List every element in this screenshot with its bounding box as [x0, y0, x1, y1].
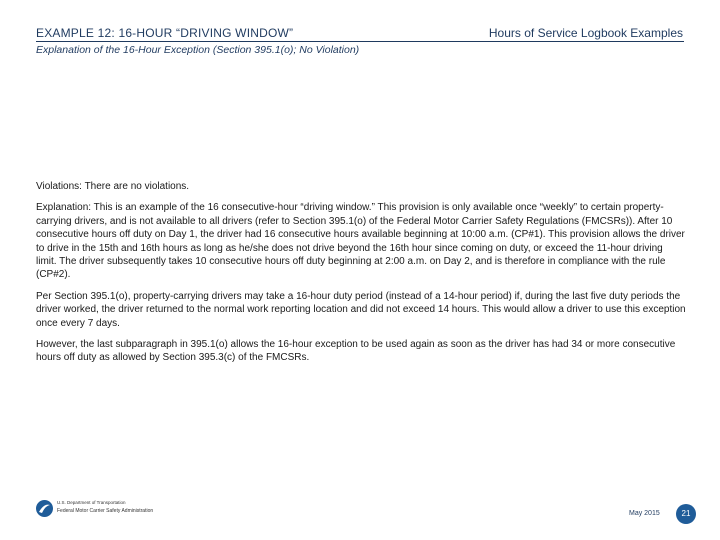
- explanation-label: Explanation:: [36, 202, 92, 214]
- page-number-badge: 21: [676, 504, 696, 524]
- section-paragraph: Per Section 395.1(o), property-carrying drivers may take a 16-hour duty period (instead of a 14-hour period) if, during the last five duty periods the driver worked, the driver returned to the normal work reporting location and did not exceed 14 hours. This would allow a driver to use this exception once every 7 days.: [36, 290, 686, 329]
- content-body: [36, 180, 686, 373]
- violations-paragraph: [36, 180, 686, 193]
- explanation-paragraph: [36, 201, 686, 281]
- explanation-text: This is an example of the 16 consecutive-hour “driving window.” This provision is only available once “weekly” to certain property- carrying drivers, and is not available to all drivers (refer to Section 395.1(o) of the Federal Motor Carrier Safety Regulations (FMCSRs)). After 10 consecutive hours off duty on Day 1, the driver had 16 consecutive hours available beginning at 10:00 a.m. (CP#1). This provision allows the driver to drive in the 15th and 16th hours as long as he/she does not drive beyond the 16th hour since coming on duty, or exceed the 11-hour driving limit. The driver subsequently takes 10 consecutive hours off duty beginning at 2:00 a.m. on Day 2, and is therefore in compliance with the rule (CP#2).: [36, 202, 685, 281]
- dot-logo-icon: [36, 500, 53, 517]
- violations-label: Violations:: [36, 181, 82, 192]
- agency-line-1: U.S. Department of Transportation: [57, 500, 126, 505]
- page-subtitle: Explanation of the 16-Hour Exception (Section 395.1(o); No Violation): [36, 44, 360, 56]
- exception-paragraph: However, the last subparagraph in 395.1(o) allows the 16-hour exception to be used again as soon as the driver has had 34 or more consecutive hours off duty as allowed by Section 395.3(c) of the FMCSRs.: [36, 339, 676, 364]
- footer-date: May 2015: [629, 510, 660, 517]
- violations-text: There are no violations.: [84, 181, 190, 192]
- header-divider: [36, 41, 684, 42]
- agency-line-2: Federal Motor Carrier Safety Administration: [57, 508, 154, 514]
- example-title: EXAMPLE 12: 16-HOUR “DRIVING WINDOW”: [36, 26, 294, 40]
- document-title: Hours of Service Logbook Examples: [488, 26, 683, 40]
